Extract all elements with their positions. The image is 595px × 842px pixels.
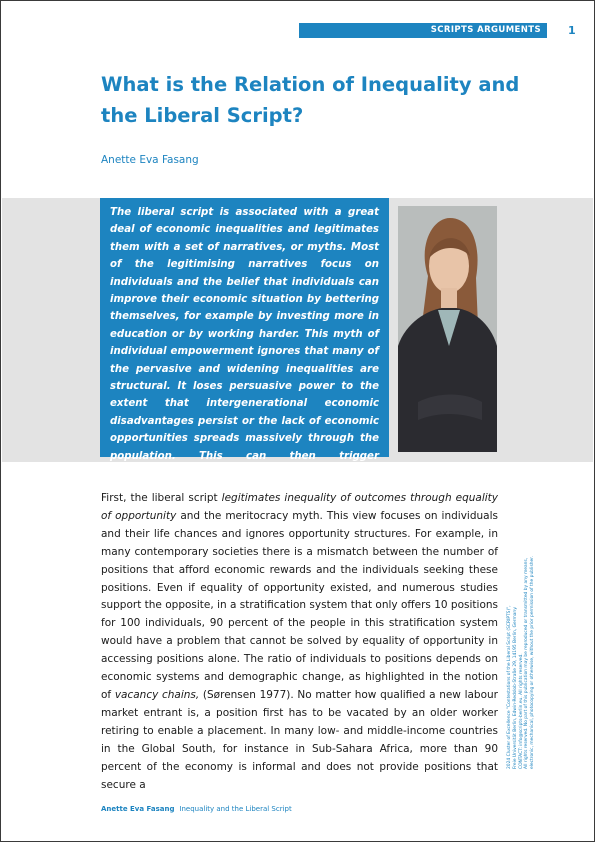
copyright-line: 2024 Cluster of Excellence "Contestations of the Liberal Script (SCRIPTS)", bbox=[507, 605, 512, 769]
footer-author: Anette Eva Fasang bbox=[101, 805, 175, 813]
copyright-line: All rights reserved. No part of this publication may be reproduced or transmitted by any means, bbox=[524, 557, 530, 769]
author-photo bbox=[398, 206, 497, 452]
article-title: What is the Relation of Inequality and the Liberal Script? bbox=[101, 73, 520, 127]
article-author: Anette Eva Fasang bbox=[101, 154, 199, 166]
body-emphasis-2: vacancy chains, bbox=[114, 688, 200, 701]
section-label: SCRIPTS ARGUMENTS bbox=[299, 23, 547, 38]
copyright-line: CONTACT: info@scripts-berlin.eu. All rights reserved. bbox=[518, 653, 524, 769]
running-footer bbox=[101, 805, 292, 813]
abstract-box: The liberal script is associated with a great deal of economic inequalities and legitimates them with a set of narratives, or myths. Most of the legitimising narratives focus on individuals and the belief that individuals can improve their economic situation by bettering themselves, for example by investing more in education or by working harder. This myth of individual empowerment ignores that many of the pervasive and widening inequalities are structural. It loses persuasive power to the extent that intergenerational economic disadvantages persist or the lack of economic opportunities spreads massively through the population. This can then trigger contestations of the liberal script. bbox=[100, 198, 389, 457]
body-text-3: (Sørensen 1977). No matter how qualified a new labour market entrant is, a position first has to be vacated by an older worker retiring to enable a placement. In many low- and middle-income countries in the Global South, for instance in Sub-Sahara Africa, more than 90 percent of the economy is informal and does not provide positions that secure a bbox=[101, 688, 498, 791]
body-emphasis-1: legitimates inequality of outcomes through equality of opportunity bbox=[101, 492, 499, 522]
body-text-2: and the meritocracy myth. This view focuses on individuals and their life chances and ignores opportunity structures. For example, in many contemporary societies there is a mismatch between the number of positions that afford economic rewards and the individuals seeking these positions. Even if equality of opportunity existed, and numerous studies support the opposite, in a stratification system that only offers 10 positions for 100 individuals, 90 percent of the people in this stratification system would have a problem that cannot be solved by equality of opportunity in accessing positions alone. The ratio of individuals to positions depends on economic systems and demographic change, as highlighted in the notion of bbox=[101, 509, 498, 701]
copyright-note bbox=[507, 529, 536, 769]
copyright-line: electronic, mechanical, photocopying or otherwise, without the prior permission of the publisher. bbox=[530, 555, 536, 769]
page-number: 1 bbox=[568, 24, 576, 37]
footer-title: Inequality and the Liberal Script bbox=[179, 805, 292, 813]
body-paragraph bbox=[101, 490, 498, 794]
copyright-line: Freie Universität Berlin, Edwin-Redslob-Straße 29, 14195 Berlin, Germany. bbox=[512, 606, 518, 769]
body-text-1: First, the liberal script bbox=[101, 492, 222, 504]
